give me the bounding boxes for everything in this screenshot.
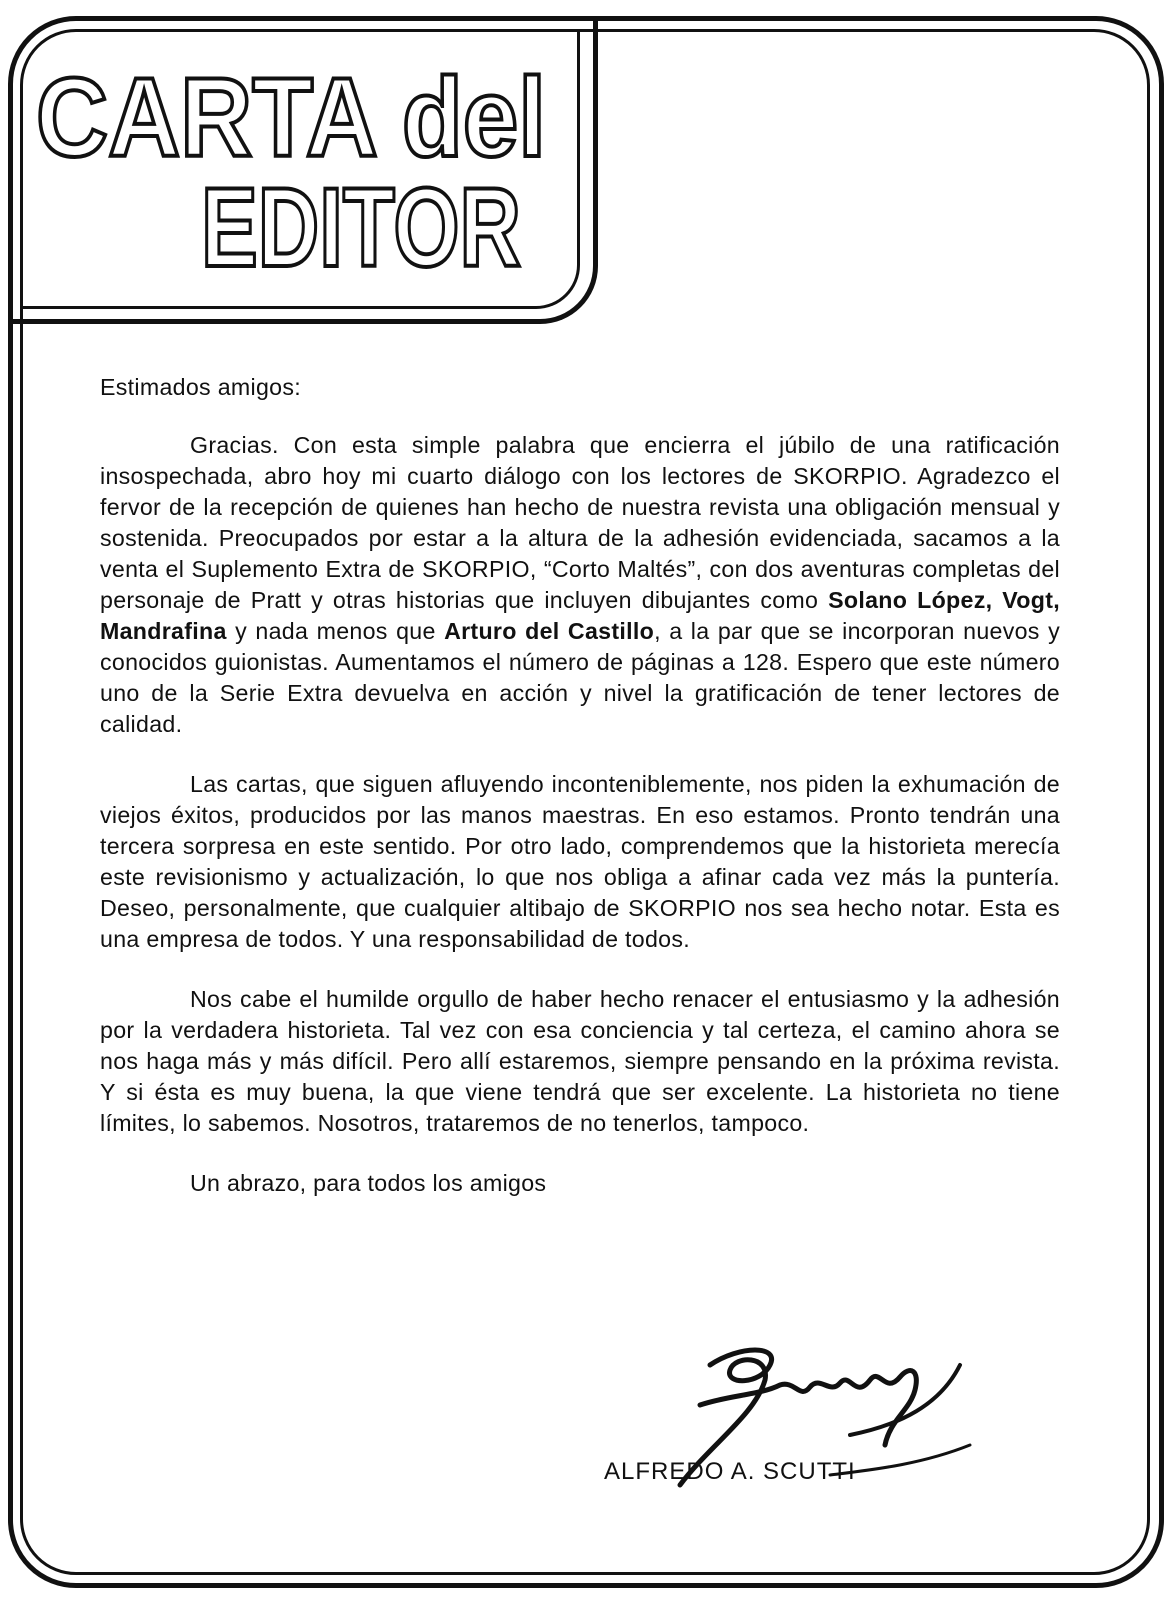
paragraph-1-text-c: , a la par que se incorporan nuevos y conocidos guionistas. Aumentamos el número de páginas a 128. Espero que este número uno de la Serie Extra devuelva en acción y nivel la gratificación de tener lectores de calidad.: [100, 618, 1060, 737]
title-line-1: CARTA del: [36, 55, 546, 180]
paragraph-3: Nos cabe el humilde orgullo de haber hecho renacer el entusiasmo y la adhesión por la verdadera historieta. Tal vez con esa conciencia y tal certeza, el camino ahora se nos haga más y más difícil. Pero allí estaremos, siempre pensando en la próxima revista. Y si ésta es muy buena, la que viene tendrá que ser excelente. La historieta no tiene límites, lo sabemos. Nosotros, trataremos de no tenerlos, tampoco.: [100, 986, 1060, 1136]
paragraph-1: [100, 430, 1060, 740]
paragraph-1-text-a: Gracias. Con esta simple palabra que encierra el júbilo de una ratificación insospechada, abro hoy mi cuarto diálogo con los lectores de SKORPIO. Agradezco el fervor de la recepción de quienes han hecho de nuestra revista una obligación mensual y sostenida. Preocupados por estar a la altura de la adhesión evidenciada, sacamos a la venta el Suplemento Extra de SKORPIO, “Corto Maltés”, con dos aventuras completas del personaje de Pratt y otras historias que incluyen dibujantes como: [100, 432, 1060, 613]
artists-names: Solano López, Vogt, Mandrafina: [100, 587, 1060, 644]
title-logo: [36, 55, 556, 290]
salutation: Estimados amigos:: [100, 374, 301, 400]
paragraph-1-text-b: y nada menos que: [226, 618, 445, 644]
paragraph-2: Las cartas, que siguen afluyendo inconteniblemente, nos piden la exhumación de viejos éxitos, producidos por las manos maestras. En eso estamos. Pronto tendrán una tercera sorpresa en este sentido. Por otro lado, comprendemos que la historieta merecía este revisionismo y actualización, lo que nos obliga a afinar cada vez más la puntería. Deseo, personalmente, que cualquier altibajo de SKORPIO nos sea hecho notar. Esta es una empresa de todos. Y una responsabilidad de todos.: [100, 771, 1060, 952]
title-line-2: EDITOR: [201, 165, 521, 290]
letter-body: [100, 372, 1060, 1199]
artist-name-castillo: Arturo del Castillo: [444, 618, 655, 644]
signatory-name: ALFREDO A. SCUTTI: [604, 1458, 856, 1485]
closing-line: Un abrazo, para todos los amigos: [190, 1170, 547, 1196]
